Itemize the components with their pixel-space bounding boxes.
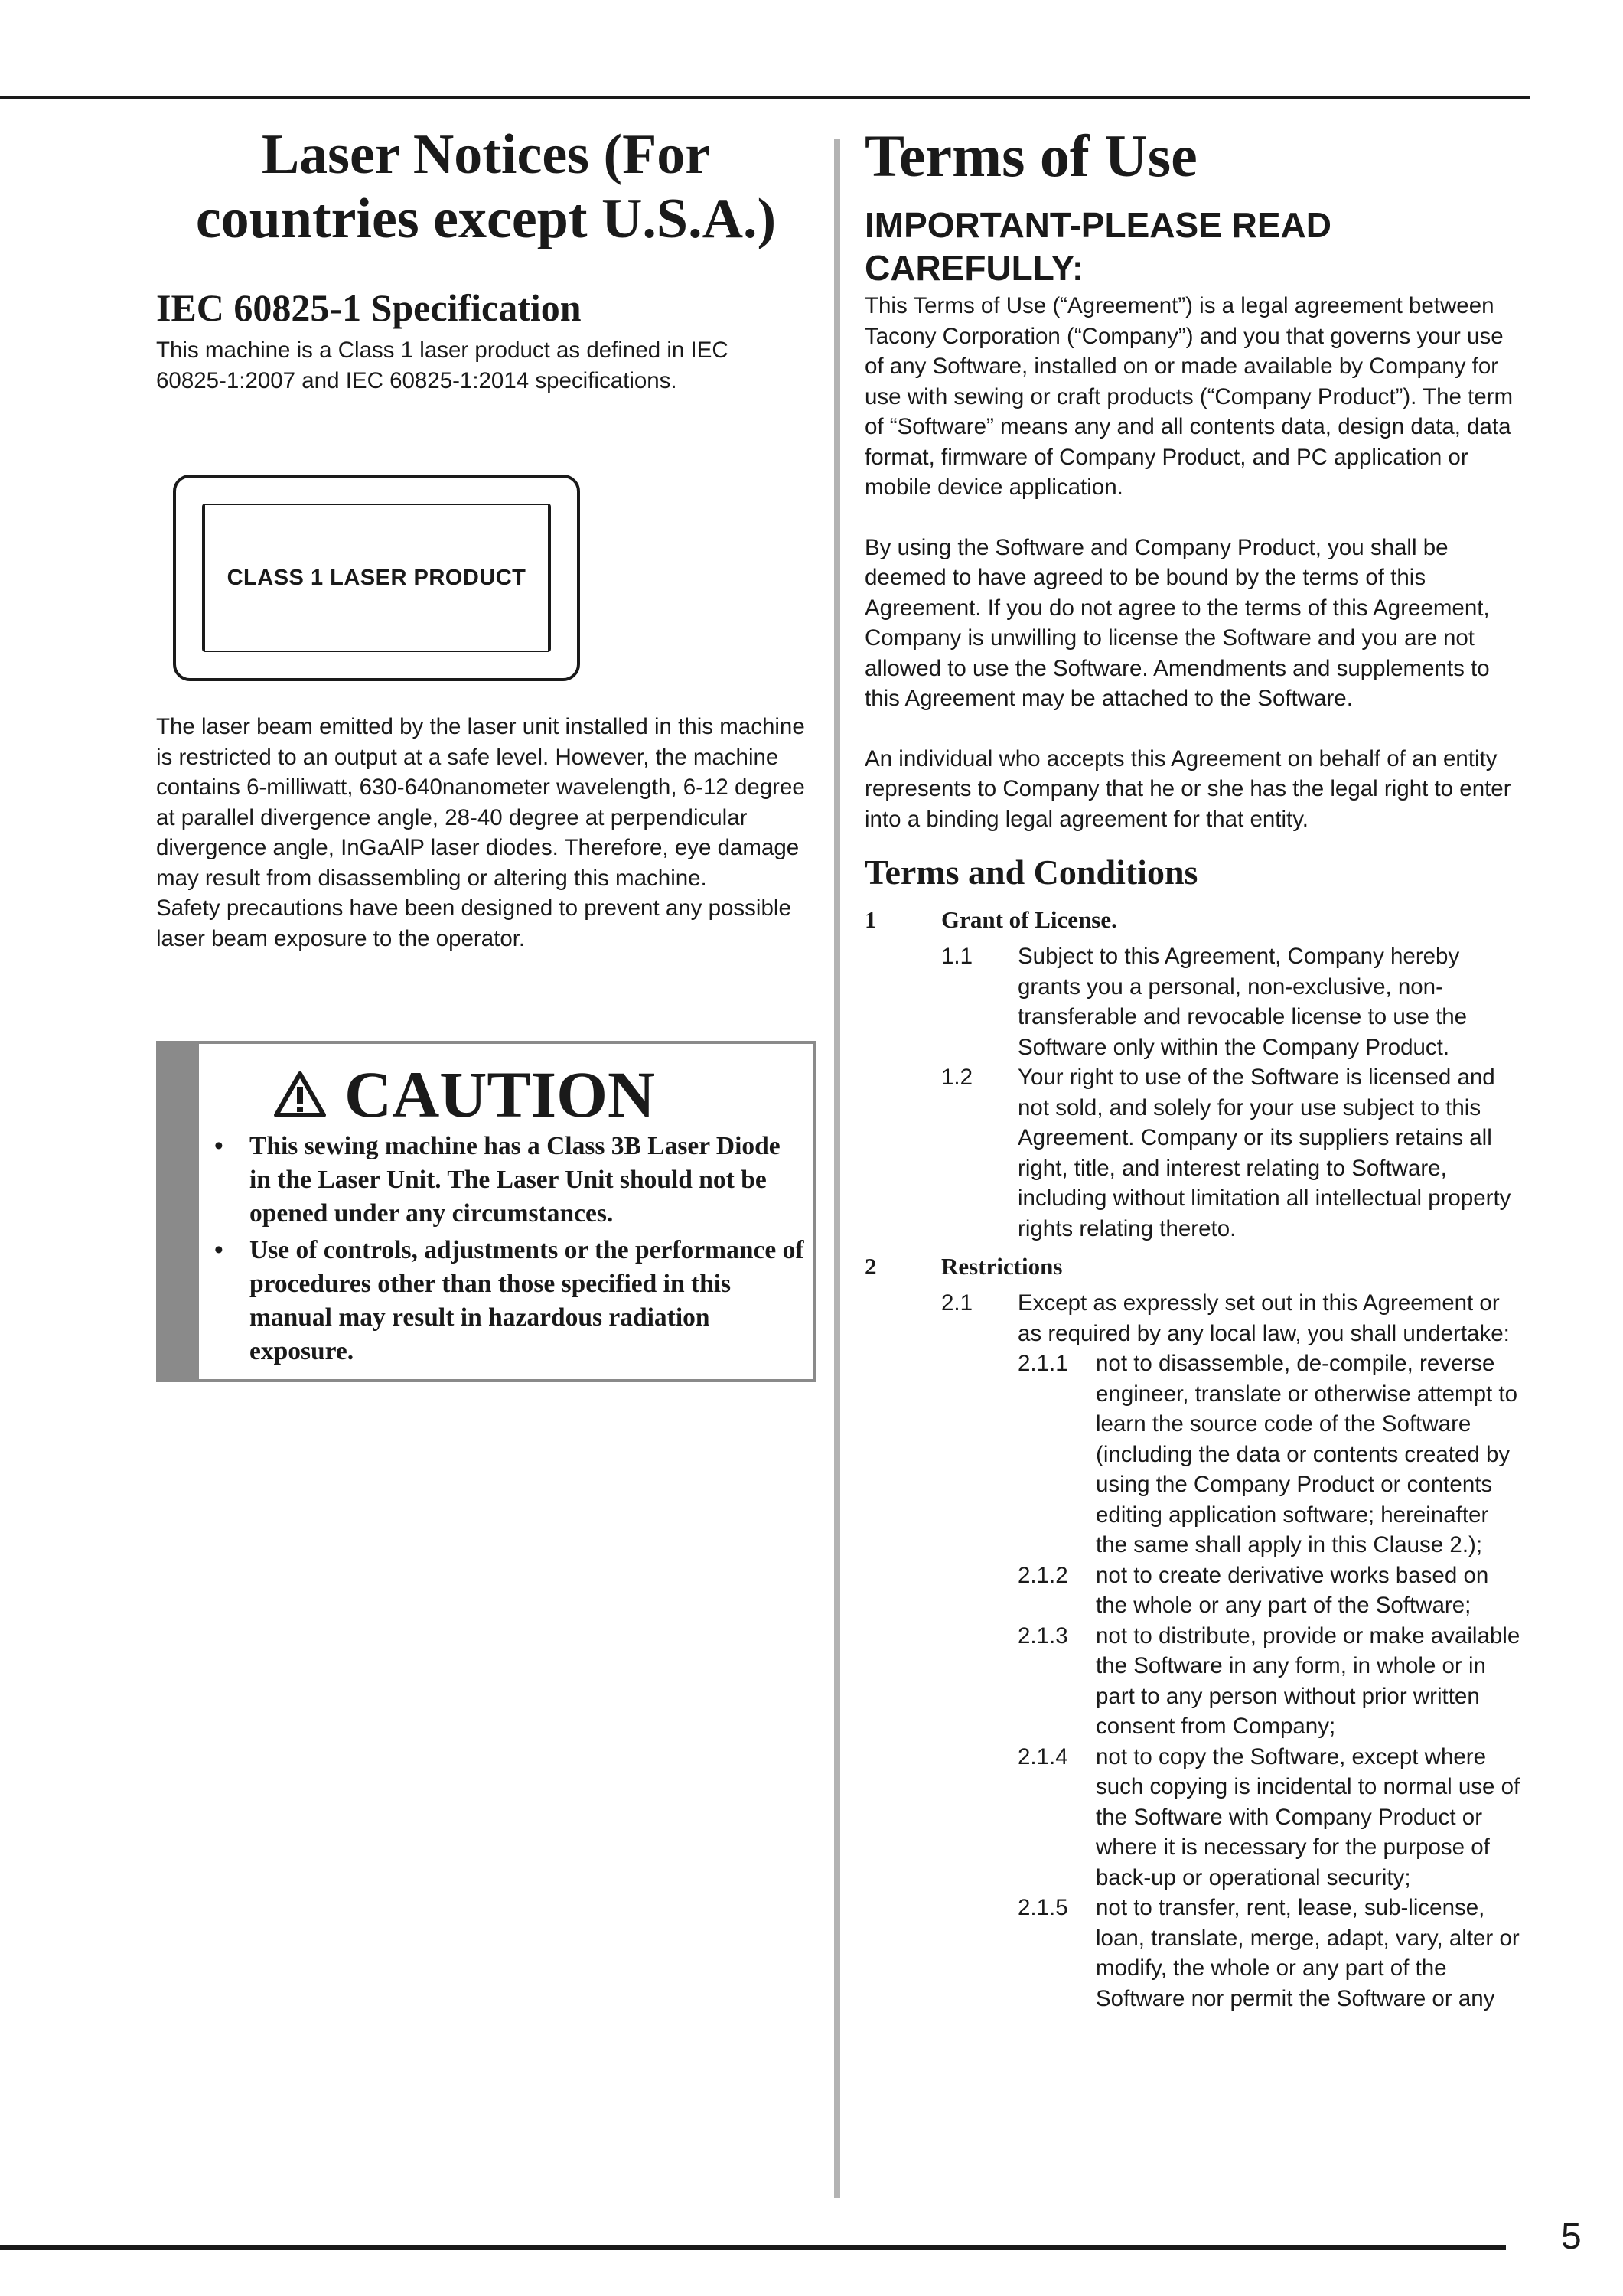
left-column <box>156 122 816 1365</box>
acceptance-paragraph: By using the Software and Company Product, you shall be deemed to have agreed to be bound by the terms of this Agreement. If you do not agree to the terms of this Agreement, Company is unwilling to license the Software and you are not allowed to use the Software. Amendments and supplements to this Agreement may be attached to the Software. <box>865 534 1490 711</box>
clause-1-2: 1.2 Your right to use of the Software is licensed and not sold, and solely for your use subject to this Agreement. Company or its suppliers retains all right, title, and interest relating to Software, including without limitation all intellectual property rights relating thereto. <box>941 1065 1511 1241</box>
agreement-paragraph: This Terms of Use (“Agreement”) is a legal agreement between Tacony Corporation (“Company”) and you that governs your use of any Software, installed on or made available by Company for use with sewing or craft products (“Company Product”). The term of “Software” means any and all contents data, design data, data format, firmware of Company Product, and PC application or mobile device application. <box>865 293 1514 500</box>
clause-2-1-4: 2.1.4 not to copy the Software, except where such copying is incidental to normal use of the Software with Company Product or where it is necessary for the purpose of back-up or operational security; <box>1018 1743 1520 1890</box>
caution-list <box>208 1130 805 1371</box>
page-number: 5 <box>1561 2216 1582 2257</box>
clause-2-1-5: 2.1.5 not to transfer, rent, lease, sub-license, loan, translate, merge, adapt, vary, alter or modify, the whole or any part of the Software nor permit the Software or any <box>1018 1895 1520 2011</box>
terms-of-use-title: Terms of Use <box>865 122 1198 189</box>
caution-label: CAUTION <box>344 1058 656 1131</box>
warning-triangle-icon <box>274 1071 326 1117</box>
safety-text: Safety precautions have been designed to prevent any possible laser beam exposure to the operator. <box>156 895 791 951</box>
laser-beam-text: The laser beam emitted by the laser unit installed in this machine is restricted to an output at a safe level. However, the machine contains 6-milliwatt, 630-640nanometer wavelength, 6-12 degree at parallel divergence angle, 28-40 degree at perpendicular divergence angle, InGaAlP laser diodes. Therefore, eye damage may result from disassembling or altering this machine. <box>156 714 805 891</box>
top-rule <box>0 96 1530 99</box>
clause-1-1: 1.1 Subject to this Agreement, Company hereby grants you a personal, non-exclusive, non-transferable and revocable license to use the Software only within the Company Product. <box>941 944 1468 1060</box>
class-1-laser-label <box>173 475 580 681</box>
bottom-rule <box>0 2245 1506 2250</box>
section-2: 2 Restrictions <box>865 1253 1063 1280</box>
section-1: 1 Grant of License. <box>865 906 1117 933</box>
clause-2-1-3: 2.1.3 not to distribute, provide or make available the Software in any form, in whole or in part to any person without prior written consent from Company; <box>1018 1623 1520 1739</box>
important-heading: IMPORTANT-PLEASE READ CAREFULLY: <box>865 205 1331 288</box>
laser-label-text: CLASS 1 LASER PRODUCT <box>205 505 548 651</box>
right-column <box>865 122 1523 2014</box>
iec-heading: IEC 60825-1 Specification <box>156 286 582 329</box>
caution-box <box>156 1041 816 1382</box>
clause-2-1-1: 2.1.1 not to disassemble, de-compile, reverse engineer, translate or otherwise attempt to learn the source code of the Software (including the data or contents created by using the Company Product or contents editing application software; hereinafter the same shall apply in this Clause 2.); <box>1018 1351 1517 1557</box>
caution-title <box>274 1058 655 1131</box>
laser-notices-title: Laser Notices (For countries except U.S.A.) <box>195 123 777 250</box>
iec-text: This machine is a Class 1 laser product as defined in IEC 60825-1:2007 and IEC 60825-1:2014 specifications. <box>156 338 728 393</box>
clause-2-1-2: 2.1.2 not to create derivative works based on the whole or any part of the Software; <box>1018 1562 1489 1618</box>
section-list <box>865 905 1523 2014</box>
clause-2-1: 2.1 Except as expressly set out in this Agreement or as required by any local law, you shall undertake: <box>941 1290 1510 1346</box>
caution-side-bar <box>159 1044 199 1379</box>
caution-item: • Use of controls, adjustments or the performance of procedures other than those specified in this manual may result in hazardous radiation exposure. <box>214 1236 804 1365</box>
entity-paragraph: An individual who accepts this Agreement on behalf of an entity represents to Company that he or she has the legal right to enter into a binding legal agreement for that entity. <box>865 745 1511 832</box>
column-divider <box>834 139 840 2198</box>
terms-conditions-heading: Terms and Conditions <box>865 853 1198 892</box>
caution-item: • This sewing machine has a Class 3B Laser Diode in the Laser Unit. The Laser Unit should not be opened under any circumstances. <box>214 1132 781 1228</box>
